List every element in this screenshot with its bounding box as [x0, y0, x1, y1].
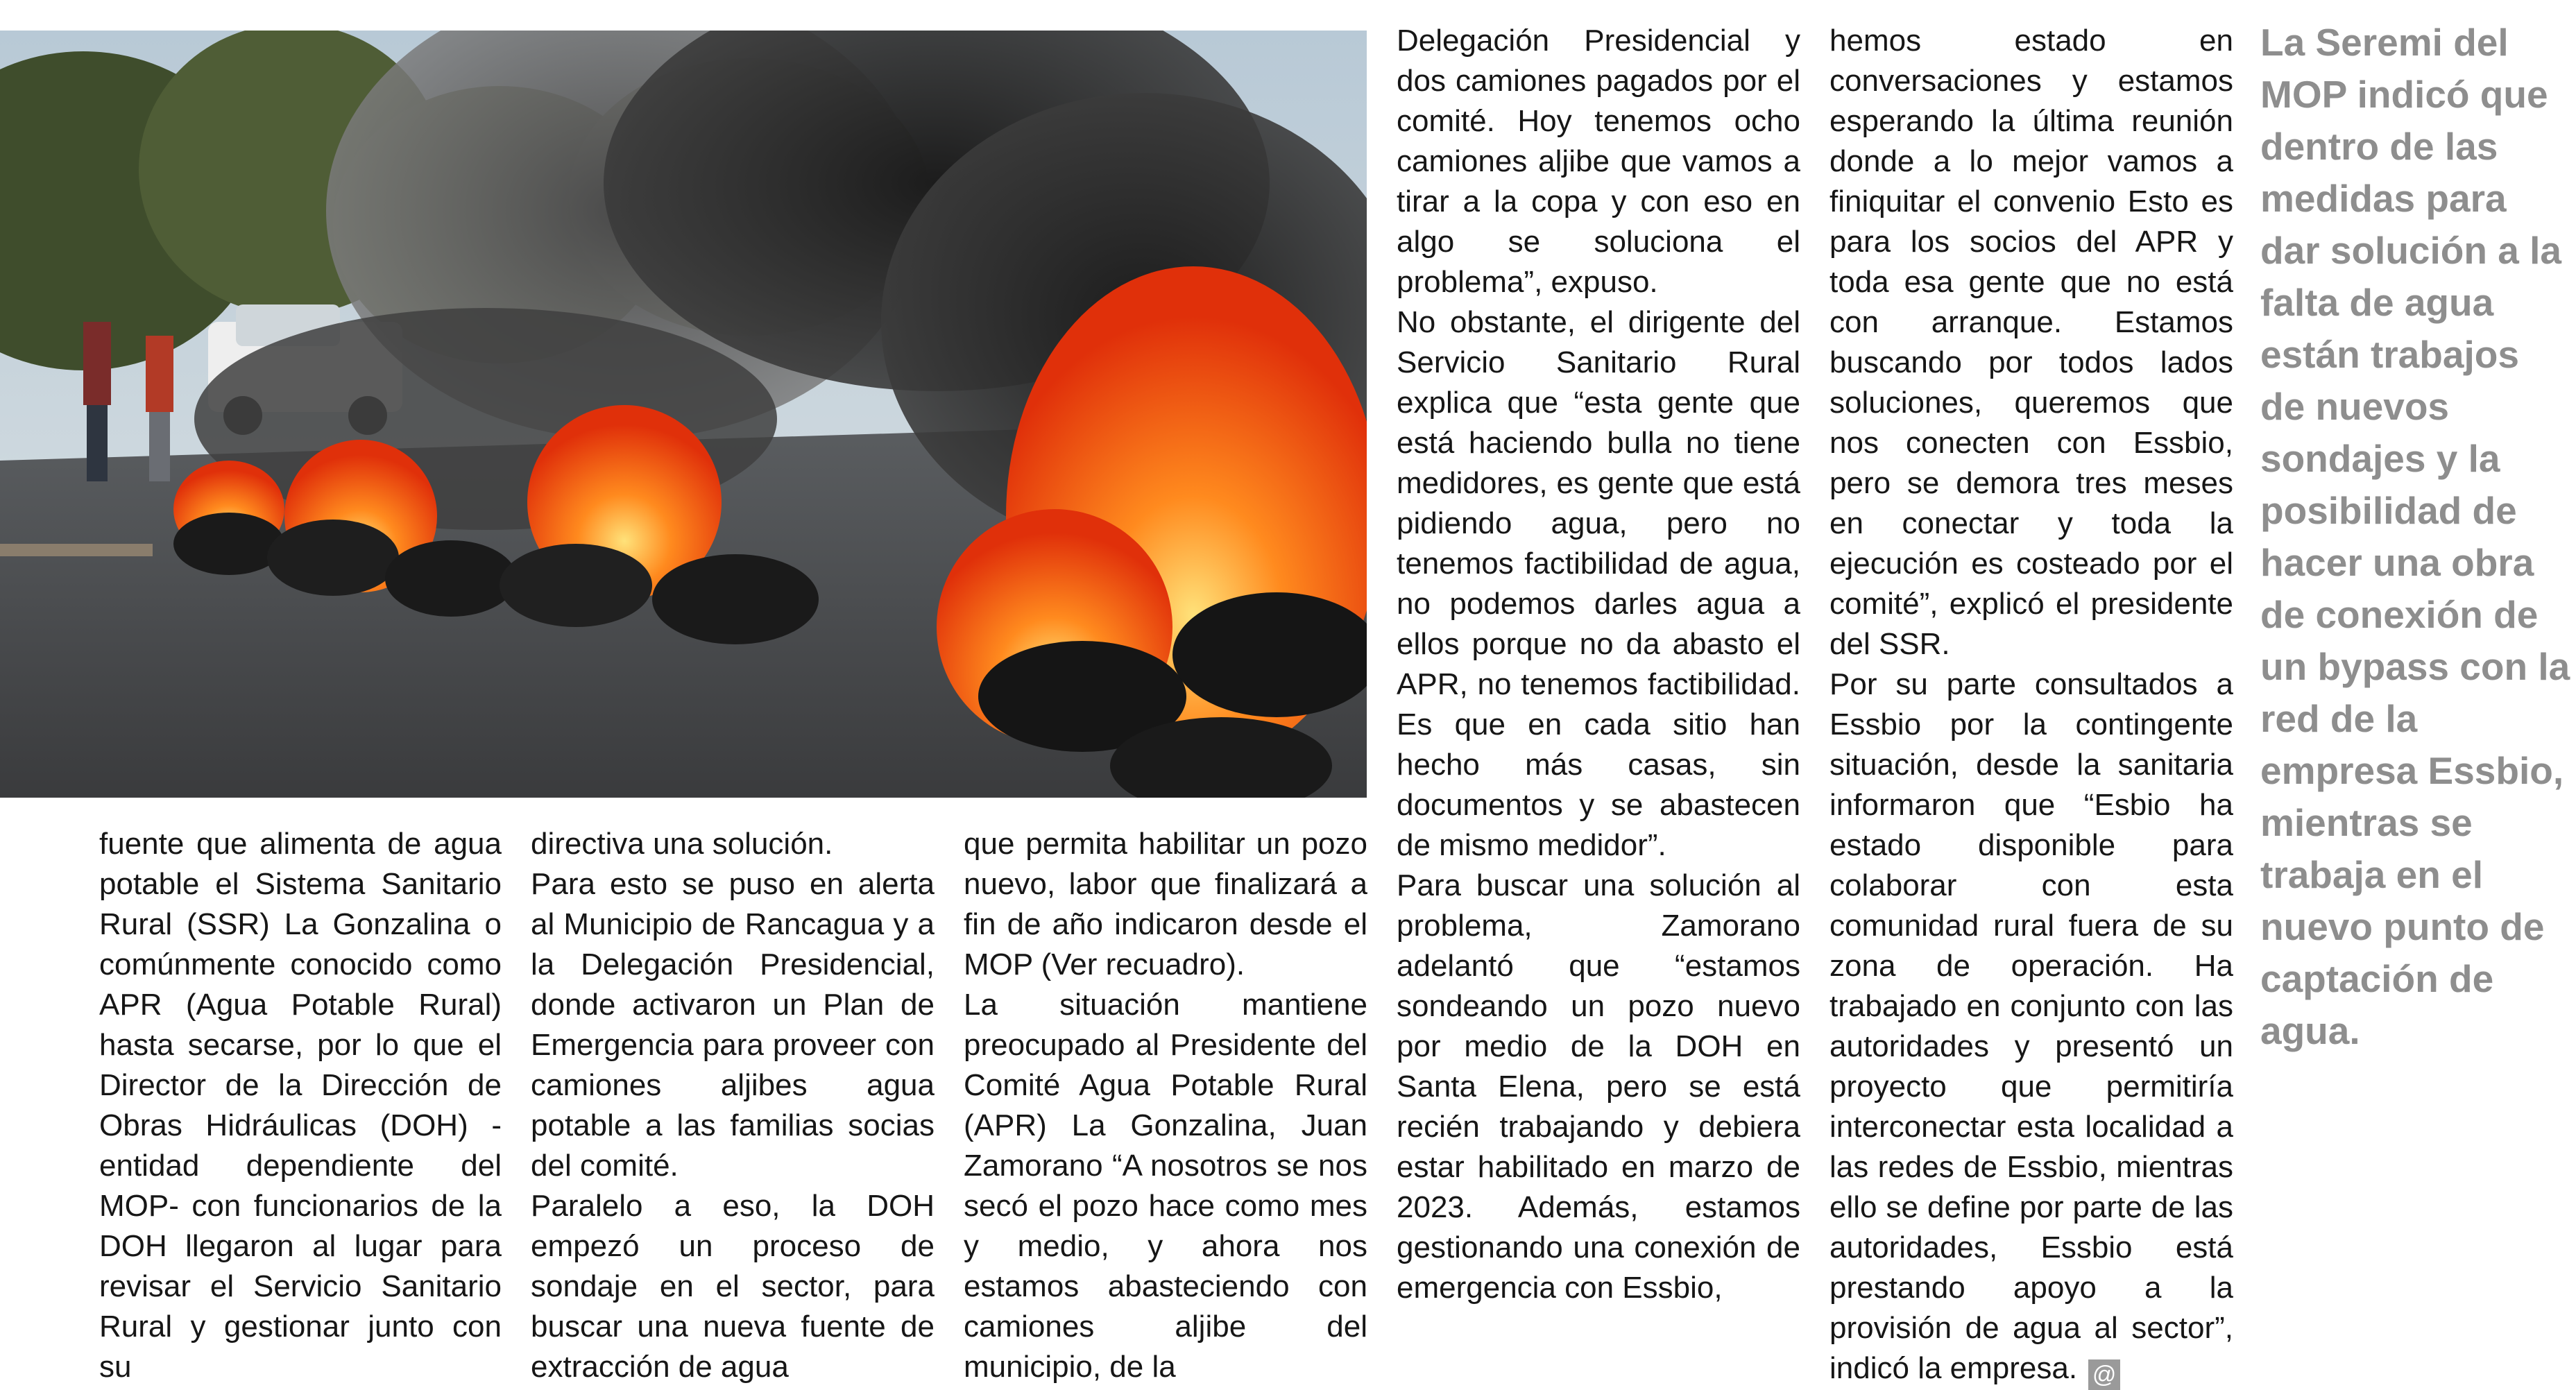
paragraph: Para buscar una solución al problema, Zamorano adelantó que “estamos sondeando un pozo nuevo por medio de la DOH en Santa Elena, pero se está recién trabajando y debiera estar habilitado en marzo de 2023. Además, estamos gestionando una conexión de emergencia con Essbio, — [1397, 868, 1800, 1305]
paragraph: directiva una solución. — [531, 827, 833, 861]
article-column-4 — [1397, 21, 1800, 1308]
burning-tires-photo — [0, 31, 1367, 798]
paragraph: No obstante, el dirigente del Servicio Sanitario Rural explica que “esta gente que está haciendo bulla no tiene medidores, es gente que está pidiendo agua, pero no tenemos factibilidad de agua, no podemos darles agua a ellos porque no da abasto el APR, no tenemos factibilidad. Es que en cada sitio han hecho más casas, sin documentos y se abastecen de mismo medidor”. — [1397, 305, 1800, 862]
paragraph: hemos estado en conversaciones y estamos esperando la última reunión donde a lo mejor vamos a finiquitar el convenio Esto es para los socios del APR y toda esa gente que no está con arranque. Estamos buscando por todos lados soluciones, queremos que nos conecten con Essbio, pero se demora tres meses en conectar y toda la ejecución es costeado por el comité”, explicó el presidente del SSR. — [1829, 24, 2233, 661]
paragraph: fuente que alimenta de agua potable el Sistema Sanitario Rural (SSR) La Gonzalina o comúnmente conocido como APR (Agua Potable Rural) hasta secarse, por lo que el Director de la Dirección de Obras Hidráulicas (DOH) -entidad dependiente del MOP- con funcionarios de la DOH llegaron al lugar para revisar el Servicio Sanitario Rural y gestionar junto con su — [99, 827, 502, 1384]
end-of-article-icon: @ — [2088, 1359, 2120, 1390]
paragraph: Delegación Presidencial y dos camiones pagados por el comité. Hoy tenemos ocho camiones aljibe que vamos a tirar a la copa y con eso en algo se soluciona el problema”, expuso. — [1397, 24, 1800, 299]
paragraph: Para esto se puso en alerta al Municipio de Rancagua y a la Delegación Presidencial, donde activaron un Plan de Emergencia para proveer con camiones aljibes agua potable a las familias socias del comité. — [531, 867, 935, 1183]
article-column-1 — [99, 824, 502, 1387]
sidebar-quote: La Seremi del MOP indicó que dentro de las medidas para dar solución a la falta de agua están trabajos de nuevos sondajes y la posibilidad de hacer una obra de conexión de un bypass con la red de la empresa Essbio, mientras se trabaja en el nuevo punto de captación de agua. — [2260, 21, 2570, 1052]
paragraph: que permita habilitar un pozo nuevo, labor que finalizará a fin de año indicaron desde el MOP (Ver recuadro). — [964, 827, 1367, 981]
article-column-5 — [1829, 21, 2233, 1390]
paragraph: Paralelo a eso, la DOH empezó un proceso de sondaje en el sector, para buscar una nueva fuente de extracción de agua — [531, 1189, 935, 1384]
paragraph — [1829, 664, 2233, 1390]
article-column-3 — [964, 824, 1367, 1387]
article-column-2 — [531, 824, 935, 1387]
paragraph-text: Por su parte consultados a Essbio por la contingente situación, desde la sanitaria informaron que “Esbio ha estado disponible para colaborar con esta comunidad rural fuera de su zona de operación. Ha trabajado en conjunto con las autoridades y presentó un proyecto que permitiría interconectar esta localidad a las redes de Essbio, mientras ello se define por parte de las autoridades, Essbio está prestando apoyo a la provisión de agua al sector”, indicó la empresa. — [1829, 667, 2233, 1385]
paragraph: La situación mantiene preocupado al Presidente del Comité Agua Potable Rural (APR) La Gonzalina, Juan Zamorano “A nosotros se nos secó el pozo hace como mes y medio, y ahora nos estamos abasteciendo con camiones aljibe del municipio, de la — [964, 988, 1367, 1384]
